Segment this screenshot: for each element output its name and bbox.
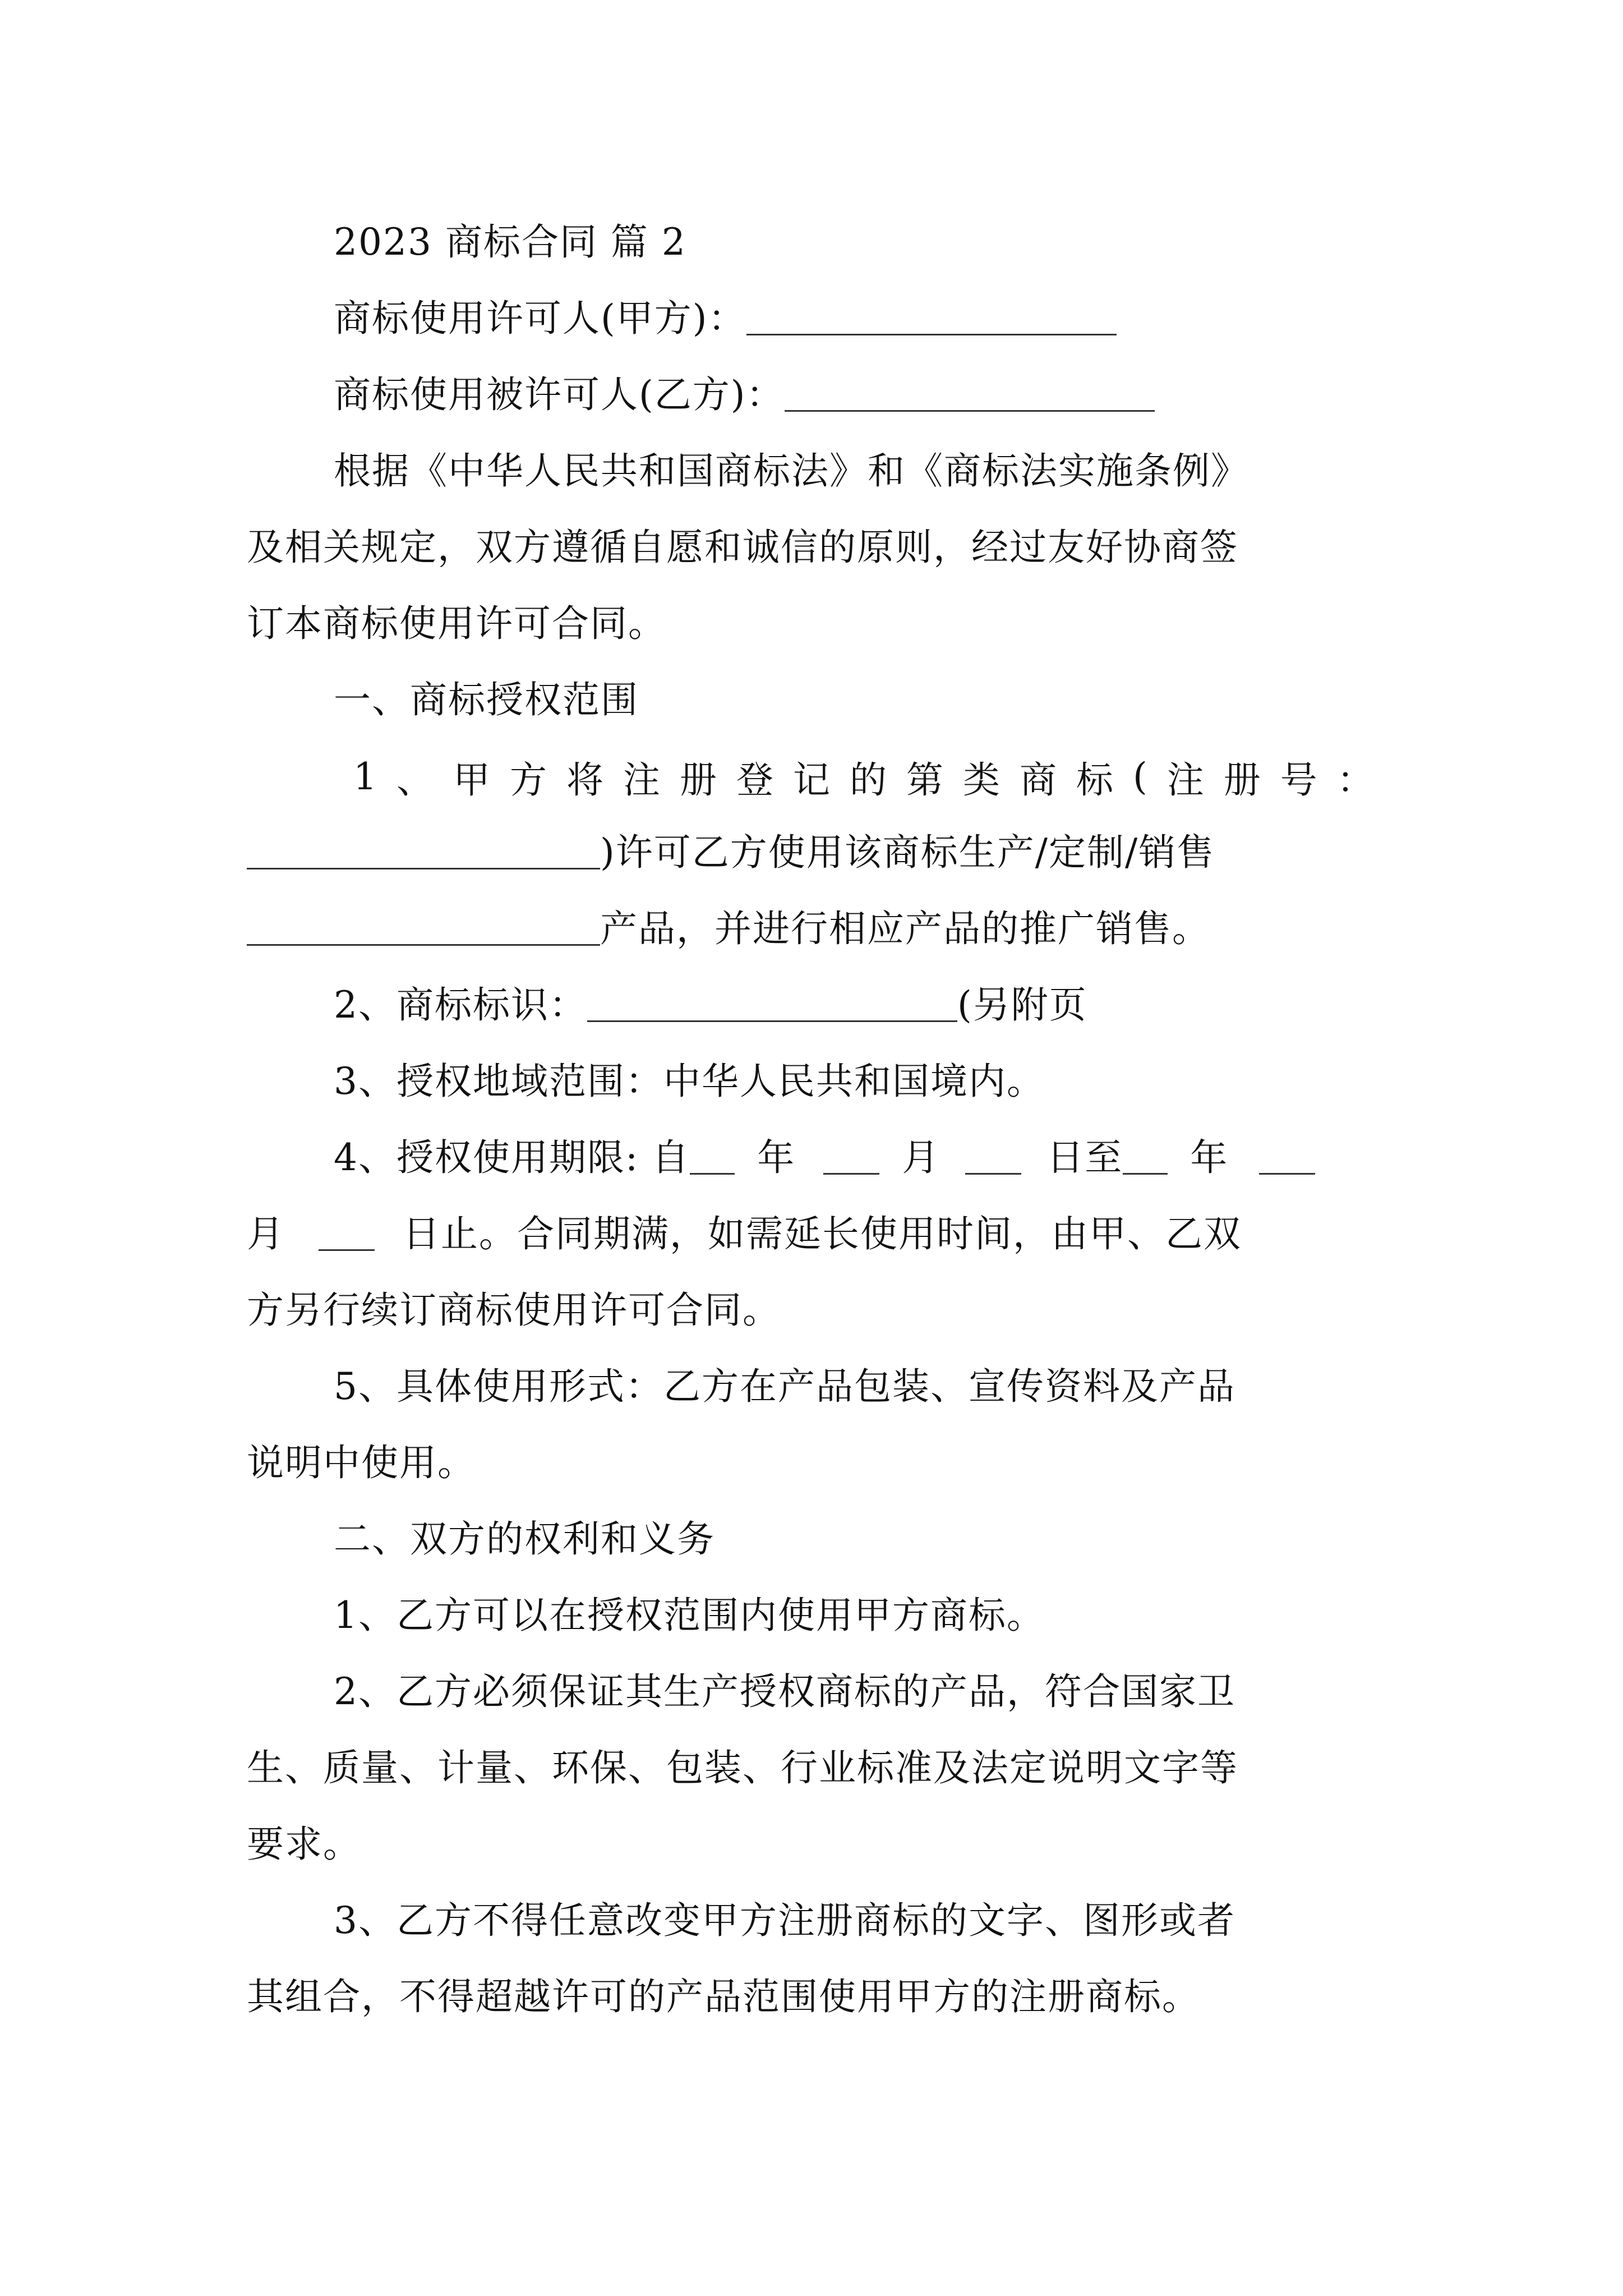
section2-item3-line2 xyxy=(0,1963,1623,2031)
section2-item2-text-3: 要求。 xyxy=(247,1823,361,1866)
item1-line3-text: 产品，并进行相应产品的推广销售。 xyxy=(600,907,1210,950)
item5-text-2: 说明中使用。 xyxy=(247,1441,476,1484)
licensor-blank xyxy=(746,297,1117,335)
item1-line1-char: 方 xyxy=(510,758,547,802)
item1-line1-char: ： xyxy=(1336,758,1374,802)
item1-line1-char: 号 xyxy=(1280,758,1317,802)
start-day-blank xyxy=(965,1136,1021,1175)
item1-line1-char: 注 xyxy=(623,758,660,802)
item1-line1-char: 、 xyxy=(396,758,434,802)
item1-line1-char: 登 xyxy=(736,758,773,802)
section2-item3-line1 xyxy=(0,1887,1623,1954)
section2-title-text: 二、双方的权利和义务 xyxy=(334,1517,715,1561)
section2-item2-line3 xyxy=(0,1811,1623,1878)
licensor-label: 商标使用许可人(甲方)： xyxy=(334,297,746,340)
end-year-blank xyxy=(1123,1136,1168,1175)
section2-item3-text-2: 其组合，不得超越许可的产品范围使用甲方的注册商标。 xyxy=(247,1975,1200,2018)
section2-item1 xyxy=(0,1582,1623,1649)
section2-item2-text-1: 2、乙方必须保证其生产授权商标的产品，符合国家卫 xyxy=(334,1670,1235,1713)
registration-number-blank xyxy=(247,831,600,869)
start-month-blank xyxy=(823,1136,879,1175)
licensee-blank xyxy=(785,373,1155,412)
item1-line1-char: ( xyxy=(1133,754,1147,798)
intro-line-3 xyxy=(0,590,1623,657)
start-year-blank xyxy=(690,1136,735,1175)
section1-title-text: 一、商标授权范围 xyxy=(334,678,639,721)
section1-item1-line3 xyxy=(0,895,1623,963)
section1-item1-line2 xyxy=(0,819,1623,886)
item1-line1-char: 册 xyxy=(680,758,717,802)
item1-line1-char: 甲 xyxy=(453,758,490,802)
intro-text-2: 及相关规定，双方遵循自愿和诚信的原则，经过友好协商签 xyxy=(247,526,1238,569)
section1-item4-line3 xyxy=(0,1277,1623,1344)
start-year-label: 年 xyxy=(757,1136,796,1179)
item1-line1-char: 的 xyxy=(850,758,887,802)
item4-line2-text: 日止。合同期满，如需延长使用时间，由甲、乙双 xyxy=(403,1212,1242,1255)
section1-item2 xyxy=(0,972,1623,1039)
end-month-blank xyxy=(1259,1136,1315,1175)
section2-item2-text-2: 生、质量、计量、环保、包装、行业标准及法定说明文字等 xyxy=(247,1746,1238,1789)
section1-item4-line1 xyxy=(0,1124,1623,1191)
section2-title xyxy=(0,1506,1623,1573)
item1-line1-char: 类 xyxy=(963,758,1000,802)
item1-line1-char: 册 xyxy=(1223,758,1261,802)
item1-line1-char: 将 xyxy=(566,758,603,802)
item1-line2-text: )许可乙方使用该商标生产/定制/销售 xyxy=(600,831,1215,874)
item4-line3-text: 方另行续订商标使用许可合同。 xyxy=(247,1289,781,1332)
end-day-blank xyxy=(319,1212,375,1251)
section1-title xyxy=(0,666,1623,734)
item1-line1-char: 记 xyxy=(793,758,830,802)
section1-item1-line1 xyxy=(353,743,1374,810)
section1-item3 xyxy=(0,1048,1623,1115)
item1-line1-char: 商 xyxy=(1020,758,1057,802)
intro-text-3: 订本商标使用许可合同。 xyxy=(247,602,666,645)
item2-suffix: (另附页 xyxy=(957,983,1087,1027)
section1-item5-line1 xyxy=(0,1353,1623,1420)
product-blank xyxy=(247,907,600,946)
section1-item4-line2 xyxy=(0,1200,1623,1268)
item1-line1-char: 1 xyxy=(353,754,377,798)
trademark-sign-blank xyxy=(587,983,957,1022)
item2-label: 2、商标标识： xyxy=(334,983,587,1027)
item5-text-1: 5、具体使用形式：乙方在产品包装、宣传资料及产品 xyxy=(334,1365,1235,1408)
intro-text-1: 根据《中华人民共和国商标法》和《商标法实施条例》 xyxy=(334,449,1249,493)
licensor-line xyxy=(0,285,1623,352)
start-day-label: 日至 xyxy=(1046,1136,1123,1179)
start-month-label: 月 xyxy=(902,1136,940,1179)
item1-line1-char: 标 xyxy=(1076,758,1113,802)
heading-text: 2023 商标合同 篇 2 xyxy=(334,220,686,264)
section2-item3-text-1: 3、乙方不得任意改变甲方注册商标的文字、图形或者 xyxy=(334,1899,1235,1942)
item3-text: 3、授权地域范围：中华人民共和国境内。 xyxy=(334,1060,1045,1103)
end-month-label: 月 xyxy=(247,1212,285,1255)
document-heading xyxy=(0,209,1623,276)
licensee-line xyxy=(0,361,1623,429)
end-year-label: 年 xyxy=(1190,1136,1229,1179)
intro-line-2 xyxy=(0,514,1623,581)
item1-line1-char: 第 xyxy=(906,758,943,802)
section2-item2-line1 xyxy=(0,1658,1623,1726)
section2-item2-line2 xyxy=(0,1734,1623,1802)
item4-label: 4、授权使用期限: 自 xyxy=(334,1136,690,1179)
section1-item5-line2 xyxy=(0,1429,1623,1497)
section2-item1-text: 1、乙方可以在授权范围内使用甲方商标。 xyxy=(334,1594,1045,1637)
intro-line-1 xyxy=(0,438,1623,505)
licensee-label: 商标使用被许可人(乙方)： xyxy=(334,373,785,416)
item1-line1-char: 注 xyxy=(1166,758,1204,802)
